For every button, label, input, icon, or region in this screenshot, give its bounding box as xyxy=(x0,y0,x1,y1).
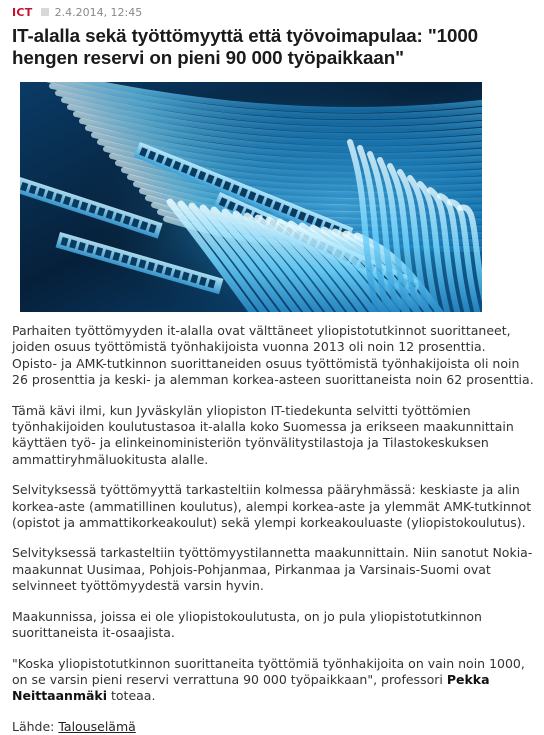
paragraph-5: Maakunnissa, joissa ei ole yliopistokoulutusta, on jo pula yliopistotutkinnon suorittaneista it-osaajista. xyxy=(12,608,482,641)
article-body xyxy=(12,323,534,735)
hero-image xyxy=(20,82,482,312)
source-label: Lähde: xyxy=(12,718,59,734)
category-link[interactable]: ICT xyxy=(12,5,33,19)
source-link[interactable]: Talouselämä xyxy=(58,718,136,734)
separator-square-icon xyxy=(41,8,49,16)
quote-suffix: toteaa. xyxy=(107,688,156,704)
quote-text: "Koska yliopistotutkinnon suorittaneita työttömiä työnhakijoita on vain noin 1000, on se varsin pieni reservi verrattuna 90 000 työpaikkaan", professori xyxy=(12,655,525,687)
quote-paragraph xyxy=(12,656,534,705)
publish-date: 2.4.2014, 12:45 xyxy=(54,5,143,19)
source-line xyxy=(12,719,534,735)
paragraph-4: Selvityksessä tarkasteltiin työttömyystilannetta maakunnittain. Niin sanotut Nokia-maakunnat Uusimaa, Pohjois-Pohjanmaa, Pirkanmaa ja Varsinais-Suomi ovat selvinneet työttömyydestä varsin hyvin. xyxy=(12,545,533,594)
paragraph-3: Selvityksessä työttömyyttä tarkasteltiin kolmessa pääryhmässä: keskiaste ja alin korkea-aste (ammatillinen koulutus), alempi korkea-aste ja ylemmät AMK-tutkinnot (opistot ja ammattikorkeakoulut) sekä ylempi korkeakouluaste (yliopistokoulutus). xyxy=(12,482,532,531)
quote-author: Pekka Neittaanmäki xyxy=(12,671,490,704)
paragraph-1: Parhaiten työttömyyden it-alalla ovat välttäneet yliopistotutkinnot suorittaneet, joiden osuus työttömistä työnhakijoista vuonna 2013 oli noin 12 prosenttia. Opisto- ja AMK-tutkinnon suorittaneiden osuus työttömistä työnhakijoista oli noin 26 prosenttia ja keski- ja alemman korkea-asteen suorittaneista noin 62 prosenttia. xyxy=(12,323,534,388)
paragraph-2: Tämä kävi ilmi, kun Jyväskylän yliopiston IT-tiedekunta selvitti työttömien työnhakijoiden koulutustasoa it-alalla koko Suomessa ja erikseen maakunnittain käyttäen työ- ja elinkeinoministeriön työnvälitystilastoja ja Tilastokeskuksen ammattiryhmäluokitusta alalle. xyxy=(12,402,514,467)
article-title: IT-alalla sekä työttömyyttä että työvoimapulaa: "1000 hengen reservi on pieni 90 000 työpaikkaan" xyxy=(12,25,479,68)
article-meta xyxy=(12,4,534,20)
